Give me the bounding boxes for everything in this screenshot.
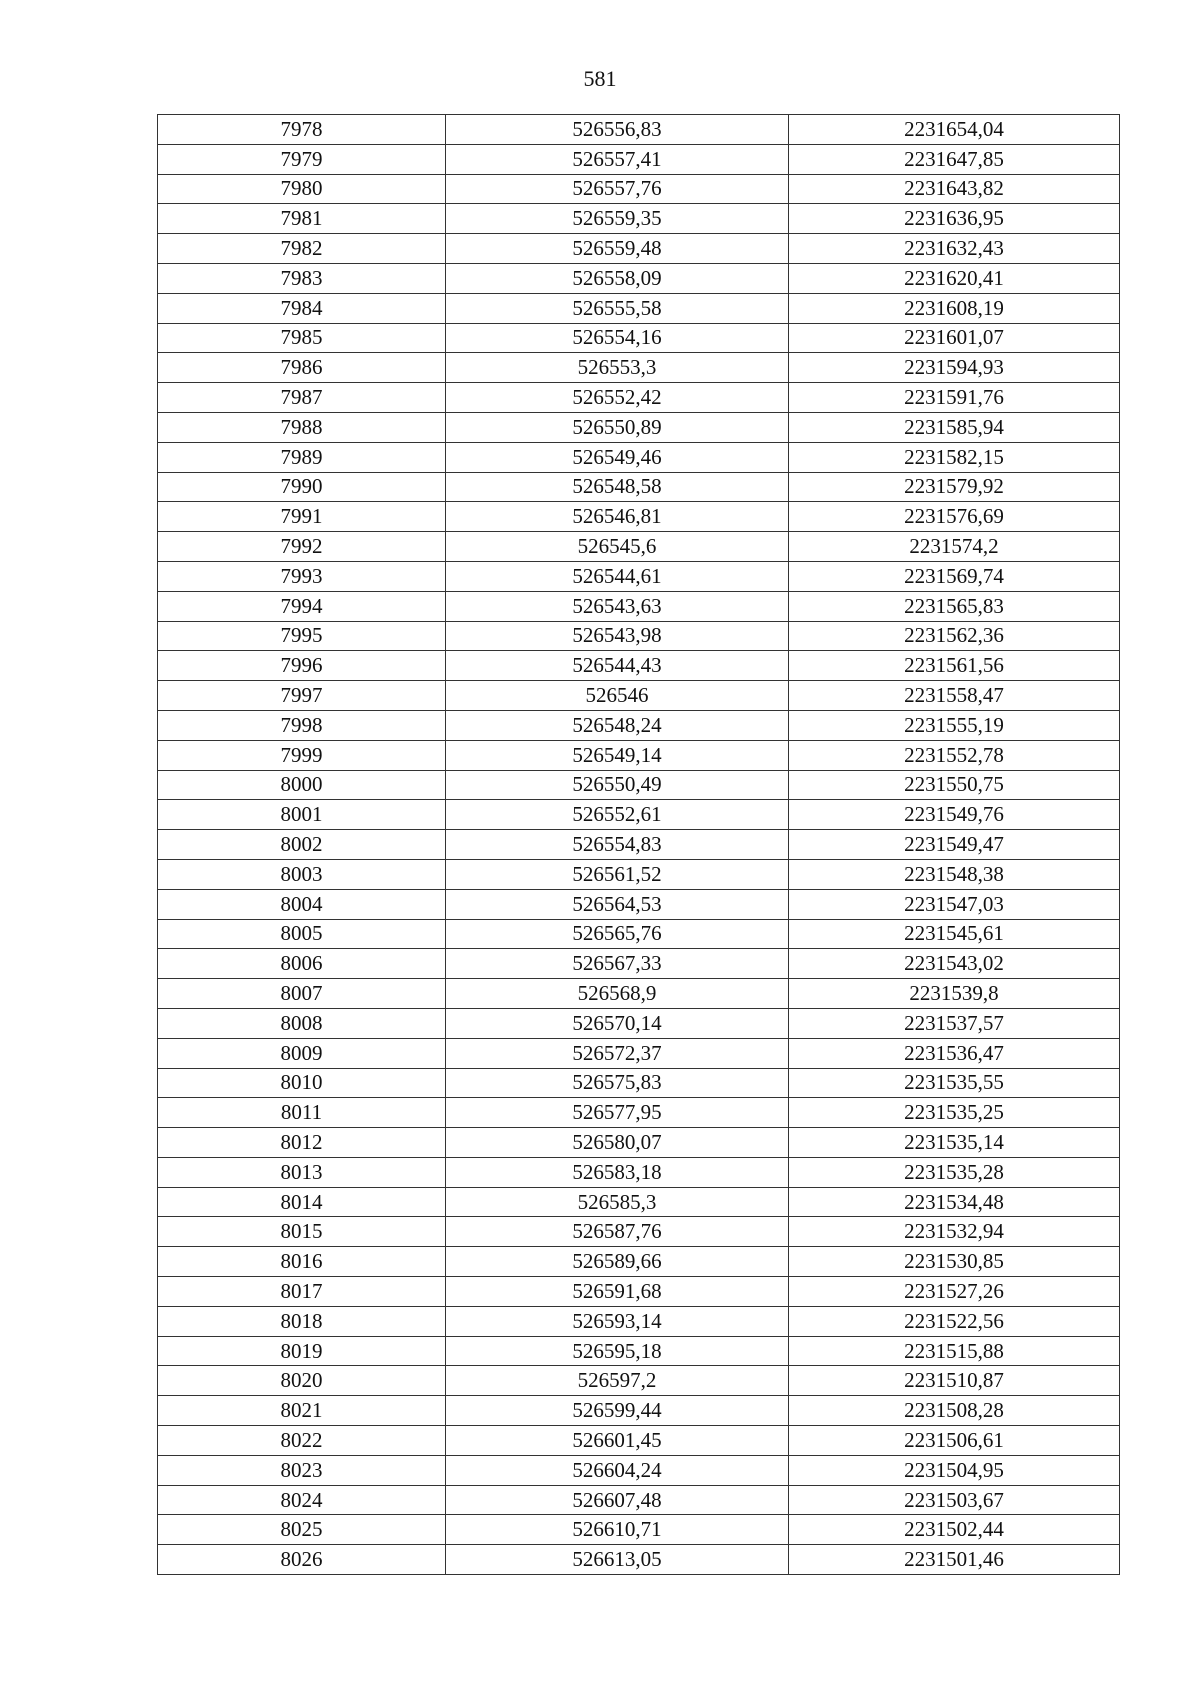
table-row bbox=[158, 144, 1120, 174]
y-coordinate-cell: 2231506,61 bbox=[789, 1426, 1120, 1456]
x-coordinate-cell: 526556,83 bbox=[446, 115, 789, 145]
x-coordinate-cell: 526591,68 bbox=[446, 1277, 789, 1307]
x-coordinate-cell: 526570,14 bbox=[446, 1008, 789, 1038]
x-coordinate-cell: 526544,43 bbox=[446, 651, 789, 681]
y-coordinate-cell: 2231608,19 bbox=[789, 293, 1120, 323]
y-coordinate-cell: 2231508,28 bbox=[789, 1396, 1120, 1426]
x-coordinate-cell: 526572,37 bbox=[446, 1038, 789, 1068]
point-number-cell: 7993 bbox=[158, 561, 446, 591]
x-coordinate-cell: 526577,95 bbox=[446, 1098, 789, 1128]
x-coordinate-cell: 526548,58 bbox=[446, 472, 789, 502]
point-number-cell: 7995 bbox=[158, 621, 446, 651]
x-coordinate-cell: 526561,52 bbox=[446, 859, 789, 889]
y-coordinate-cell: 2231582,15 bbox=[789, 442, 1120, 472]
y-coordinate-cell: 2231527,26 bbox=[789, 1277, 1120, 1307]
y-coordinate-cell: 2231558,47 bbox=[789, 681, 1120, 711]
point-number-cell: 8022 bbox=[158, 1426, 446, 1456]
x-coordinate-cell: 526550,89 bbox=[446, 412, 789, 442]
table-row bbox=[158, 204, 1120, 234]
point-number-cell: 7986 bbox=[158, 353, 446, 383]
point-number-cell: 8023 bbox=[158, 1455, 446, 1485]
y-coordinate-cell: 2231535,55 bbox=[789, 1068, 1120, 1098]
table-row bbox=[158, 859, 1120, 889]
point-number-cell: 8010 bbox=[158, 1068, 446, 1098]
point-number-cell: 8016 bbox=[158, 1247, 446, 1277]
y-coordinate-cell: 2231579,92 bbox=[789, 472, 1120, 502]
table-row bbox=[158, 621, 1120, 651]
y-coordinate-cell: 2231545,61 bbox=[789, 919, 1120, 949]
point-number-cell: 7989 bbox=[158, 442, 446, 472]
table-row bbox=[158, 830, 1120, 860]
y-coordinate-cell: 2231643,82 bbox=[789, 174, 1120, 204]
x-coordinate-cell: 526546 bbox=[446, 681, 789, 711]
table-row bbox=[158, 1306, 1120, 1336]
x-coordinate-cell: 526595,18 bbox=[446, 1336, 789, 1366]
x-coordinate-cell: 526604,24 bbox=[446, 1455, 789, 1485]
x-coordinate-cell: 526549,14 bbox=[446, 740, 789, 770]
point-number-cell: 8002 bbox=[158, 830, 446, 860]
table-row bbox=[158, 591, 1120, 621]
point-number-cell: 8008 bbox=[158, 1008, 446, 1038]
table-row bbox=[158, 1247, 1120, 1277]
table-row bbox=[158, 919, 1120, 949]
x-coordinate-cell: 526548,24 bbox=[446, 710, 789, 740]
table-row bbox=[158, 293, 1120, 323]
table-row bbox=[158, 1515, 1120, 1545]
point-number-cell: 7985 bbox=[158, 323, 446, 353]
point-number-cell: 7994 bbox=[158, 591, 446, 621]
point-number-cell: 8005 bbox=[158, 919, 446, 949]
x-coordinate-cell: 526575,83 bbox=[446, 1068, 789, 1098]
table-row bbox=[158, 442, 1120, 472]
y-coordinate-cell: 2231585,94 bbox=[789, 412, 1120, 442]
point-number-cell: 8013 bbox=[158, 1157, 446, 1187]
x-coordinate-cell: 526557,41 bbox=[446, 144, 789, 174]
point-number-cell: 7983 bbox=[158, 263, 446, 293]
x-coordinate-cell: 526553,3 bbox=[446, 353, 789, 383]
y-coordinate-cell: 2231510,87 bbox=[789, 1366, 1120, 1396]
point-number-cell: 8015 bbox=[158, 1217, 446, 1247]
x-coordinate-cell: 526583,18 bbox=[446, 1157, 789, 1187]
table-row bbox=[158, 353, 1120, 383]
y-coordinate-cell: 2231532,94 bbox=[789, 1217, 1120, 1247]
table-row bbox=[158, 412, 1120, 442]
point-number-cell: 8017 bbox=[158, 1277, 446, 1307]
y-coordinate-cell: 2231502,44 bbox=[789, 1515, 1120, 1545]
point-number-cell: 8020 bbox=[158, 1366, 446, 1396]
y-coordinate-cell: 2231535,14 bbox=[789, 1128, 1120, 1158]
coordinates-table-body bbox=[158, 115, 1120, 1575]
y-coordinate-cell: 2231565,83 bbox=[789, 591, 1120, 621]
y-coordinate-cell: 2231501,46 bbox=[789, 1545, 1120, 1575]
point-number-cell: 8018 bbox=[158, 1306, 446, 1336]
table-row bbox=[158, 889, 1120, 919]
coordinates-table bbox=[157, 114, 1120, 1575]
x-coordinate-cell: 526552,61 bbox=[446, 800, 789, 830]
x-coordinate-cell: 526544,61 bbox=[446, 561, 789, 591]
point-number-cell: 8019 bbox=[158, 1336, 446, 1366]
point-number-cell: 7978 bbox=[158, 115, 446, 145]
x-coordinate-cell: 526545,6 bbox=[446, 532, 789, 562]
y-coordinate-cell: 2231522,56 bbox=[789, 1306, 1120, 1336]
point-number-cell: 7984 bbox=[158, 293, 446, 323]
y-coordinate-cell: 2231543,02 bbox=[789, 949, 1120, 979]
x-coordinate-cell: 526593,14 bbox=[446, 1306, 789, 1336]
x-coordinate-cell: 526564,53 bbox=[446, 889, 789, 919]
y-coordinate-cell: 2231534,48 bbox=[789, 1187, 1120, 1217]
x-coordinate-cell: 526599,44 bbox=[446, 1396, 789, 1426]
y-coordinate-cell: 2231530,85 bbox=[789, 1247, 1120, 1277]
x-coordinate-cell: 526557,76 bbox=[446, 174, 789, 204]
x-coordinate-cell: 526558,09 bbox=[446, 263, 789, 293]
table-row bbox=[158, 770, 1120, 800]
table-row bbox=[158, 681, 1120, 711]
table-row bbox=[158, 1336, 1120, 1366]
table-row bbox=[158, 323, 1120, 353]
x-coordinate-cell: 526550,49 bbox=[446, 770, 789, 800]
point-number-cell: 8003 bbox=[158, 859, 446, 889]
x-coordinate-cell: 526552,42 bbox=[446, 383, 789, 413]
y-coordinate-cell: 2231535,28 bbox=[789, 1157, 1120, 1187]
y-coordinate-cell: 2231552,78 bbox=[789, 740, 1120, 770]
point-number-cell: 8014 bbox=[158, 1187, 446, 1217]
x-coordinate-cell: 526559,35 bbox=[446, 204, 789, 234]
x-coordinate-cell: 526565,76 bbox=[446, 919, 789, 949]
y-coordinate-cell: 2231591,76 bbox=[789, 383, 1120, 413]
point-number-cell: 7998 bbox=[158, 710, 446, 740]
point-number-cell: 7992 bbox=[158, 532, 446, 562]
point-number-cell: 8006 bbox=[158, 949, 446, 979]
table-row bbox=[158, 651, 1120, 681]
x-coordinate-cell: 526613,05 bbox=[446, 1545, 789, 1575]
table-row bbox=[158, 1217, 1120, 1247]
point-number-cell: 7988 bbox=[158, 412, 446, 442]
table-row bbox=[158, 115, 1120, 145]
y-coordinate-cell: 2231620,41 bbox=[789, 263, 1120, 293]
x-coordinate-cell: 526568,9 bbox=[446, 979, 789, 1009]
y-coordinate-cell: 2231632,43 bbox=[789, 234, 1120, 264]
table-row bbox=[158, 1068, 1120, 1098]
point-number-cell: 7997 bbox=[158, 681, 446, 711]
x-coordinate-cell: 526580,07 bbox=[446, 1128, 789, 1158]
y-coordinate-cell: 2231547,03 bbox=[789, 889, 1120, 919]
table-row bbox=[158, 1008, 1120, 1038]
x-coordinate-cell: 526607,48 bbox=[446, 1485, 789, 1515]
table-row bbox=[158, 263, 1120, 293]
y-coordinate-cell: 2231549,47 bbox=[789, 830, 1120, 860]
table-row bbox=[158, 1187, 1120, 1217]
table-row bbox=[158, 1157, 1120, 1187]
x-coordinate-cell: 526587,76 bbox=[446, 1217, 789, 1247]
table-row bbox=[158, 532, 1120, 562]
y-coordinate-cell: 2231503,67 bbox=[789, 1485, 1120, 1515]
table-row bbox=[158, 1098, 1120, 1128]
y-coordinate-cell: 2231549,76 bbox=[789, 800, 1120, 830]
y-coordinate-cell: 2231515,88 bbox=[789, 1336, 1120, 1366]
y-coordinate-cell: 2231539,8 bbox=[789, 979, 1120, 1009]
table-row bbox=[158, 234, 1120, 264]
y-coordinate-cell: 2231561,56 bbox=[789, 651, 1120, 681]
point-number-cell: 8009 bbox=[158, 1038, 446, 1068]
table-row bbox=[158, 383, 1120, 413]
y-coordinate-cell: 2231636,95 bbox=[789, 204, 1120, 234]
y-coordinate-cell: 2231601,07 bbox=[789, 323, 1120, 353]
table-row bbox=[158, 1128, 1120, 1158]
y-coordinate-cell: 2231548,38 bbox=[789, 859, 1120, 889]
x-coordinate-cell: 526610,71 bbox=[446, 1515, 789, 1545]
table-row bbox=[158, 800, 1120, 830]
y-coordinate-cell: 2231536,47 bbox=[789, 1038, 1120, 1068]
y-coordinate-cell: 2231576,69 bbox=[789, 502, 1120, 532]
page-number: 581 bbox=[583, 66, 617, 91]
table-row bbox=[158, 174, 1120, 204]
table-row bbox=[158, 472, 1120, 502]
table-row bbox=[158, 1277, 1120, 1307]
x-coordinate-cell: 526585,3 bbox=[446, 1187, 789, 1217]
point-number-cell: 7991 bbox=[158, 502, 446, 532]
x-coordinate-cell: 526567,33 bbox=[446, 949, 789, 979]
table-row bbox=[158, 979, 1120, 1009]
point-number-cell: 7987 bbox=[158, 383, 446, 413]
table-row bbox=[158, 1396, 1120, 1426]
point-number-cell: 7979 bbox=[158, 144, 446, 174]
point-number-cell: 7999 bbox=[158, 740, 446, 770]
table-row bbox=[158, 1038, 1120, 1068]
point-number-cell: 8024 bbox=[158, 1485, 446, 1515]
table-row bbox=[158, 710, 1120, 740]
y-coordinate-cell: 2231550,75 bbox=[789, 770, 1120, 800]
table-row bbox=[158, 561, 1120, 591]
y-coordinate-cell: 2231574,2 bbox=[789, 532, 1120, 562]
x-coordinate-cell: 526601,45 bbox=[446, 1426, 789, 1456]
point-number-cell: 7996 bbox=[158, 651, 446, 681]
table-row bbox=[158, 1366, 1120, 1396]
table-row bbox=[158, 1545, 1120, 1575]
point-number-cell: 8021 bbox=[158, 1396, 446, 1426]
table-row bbox=[158, 1426, 1120, 1456]
point-number-cell: 8026 bbox=[158, 1545, 446, 1575]
point-number-cell: 7980 bbox=[158, 174, 446, 204]
point-number-cell: 8025 bbox=[158, 1515, 446, 1545]
y-coordinate-cell: 2231654,04 bbox=[789, 115, 1120, 145]
point-number-cell: 8012 bbox=[158, 1128, 446, 1158]
x-coordinate-cell: 526559,48 bbox=[446, 234, 789, 264]
point-number-cell: 8007 bbox=[158, 979, 446, 1009]
x-coordinate-cell: 526546,81 bbox=[446, 502, 789, 532]
table-row bbox=[158, 1455, 1120, 1485]
x-coordinate-cell: 526554,16 bbox=[446, 323, 789, 353]
x-coordinate-cell: 526589,66 bbox=[446, 1247, 789, 1277]
y-coordinate-cell: 2231594,93 bbox=[789, 353, 1120, 383]
point-number-cell: 7990 bbox=[158, 472, 446, 502]
y-coordinate-cell: 2231535,25 bbox=[789, 1098, 1120, 1128]
point-number-cell: 8004 bbox=[158, 889, 446, 919]
y-coordinate-cell: 2231537,57 bbox=[789, 1008, 1120, 1038]
y-coordinate-cell: 2231555,19 bbox=[789, 710, 1120, 740]
point-number-cell: 8011 bbox=[158, 1098, 446, 1128]
y-coordinate-cell: 2231569,74 bbox=[789, 561, 1120, 591]
x-coordinate-cell: 526543,63 bbox=[446, 591, 789, 621]
table-row bbox=[158, 502, 1120, 532]
x-coordinate-cell: 526549,46 bbox=[446, 442, 789, 472]
x-coordinate-cell: 526597,2 bbox=[446, 1366, 789, 1396]
table-row bbox=[158, 1485, 1120, 1515]
x-coordinate-cell: 526554,83 bbox=[446, 830, 789, 860]
point-number-cell: 7981 bbox=[158, 204, 446, 234]
point-number-cell: 7982 bbox=[158, 234, 446, 264]
point-number-cell: 8001 bbox=[158, 800, 446, 830]
x-coordinate-cell: 526555,58 bbox=[446, 293, 789, 323]
y-coordinate-cell: 2231647,85 bbox=[789, 144, 1120, 174]
table-row bbox=[158, 740, 1120, 770]
x-coordinate-cell: 526543,98 bbox=[446, 621, 789, 651]
y-coordinate-cell: 2231504,95 bbox=[789, 1455, 1120, 1485]
point-number-cell: 8000 bbox=[158, 770, 446, 800]
table-row bbox=[158, 949, 1120, 979]
y-coordinate-cell: 2231562,36 bbox=[789, 621, 1120, 651]
